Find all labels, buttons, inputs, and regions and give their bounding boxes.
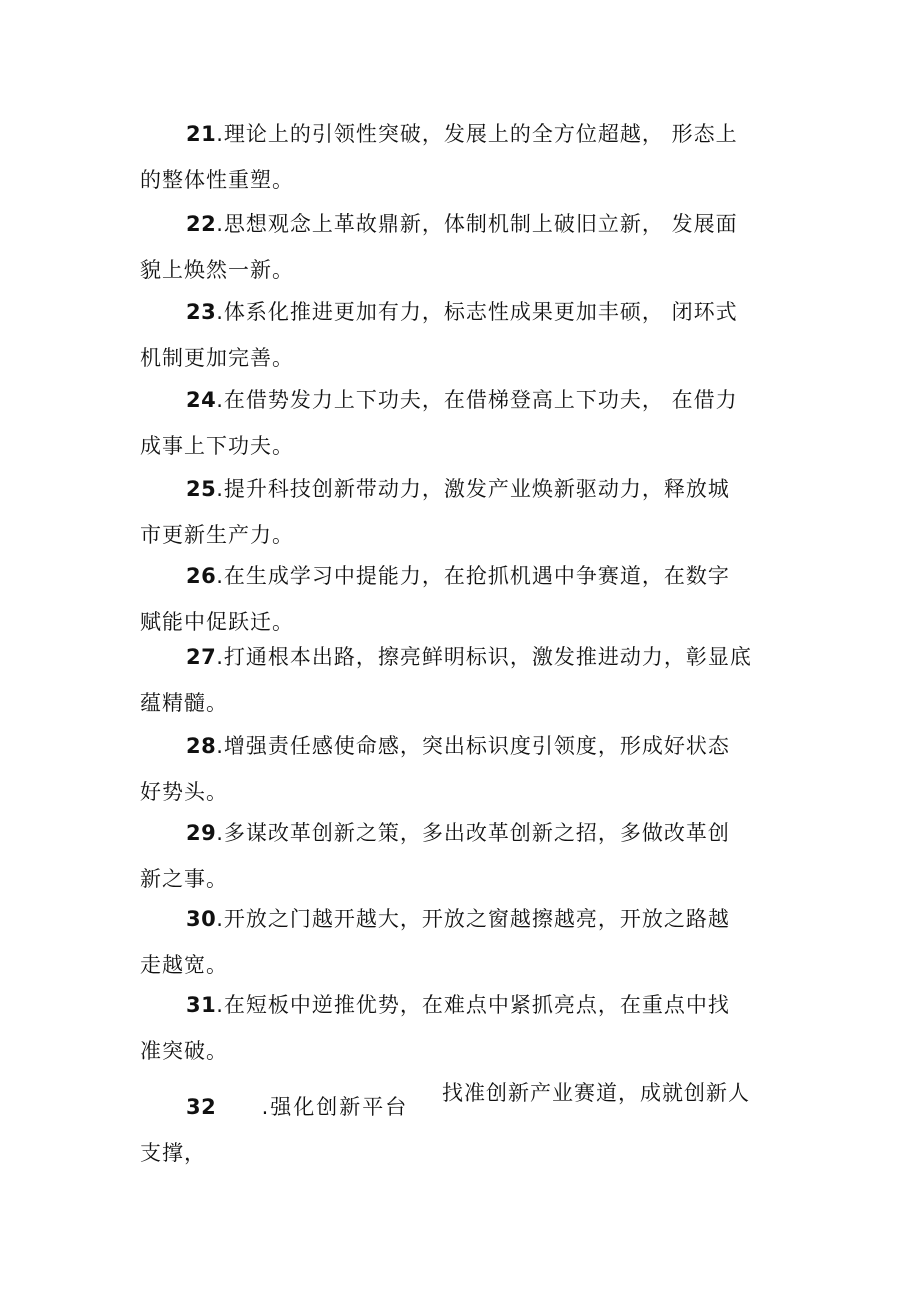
item-text: .多谋改革创新之策，多出改革创新之招，多做改革创 (216, 821, 730, 845)
item-number: 25 (186, 477, 217, 501)
item-number: 26 (186, 564, 217, 588)
item-text-continued: 的整体性重塑。 (140, 168, 294, 192)
item-number: 31 (186, 993, 217, 1017)
item-number: 22 (186, 212, 217, 236)
item-number: 21 (186, 122, 217, 146)
item-number: 23 (186, 300, 217, 324)
item-number: 27 (186, 645, 217, 669)
item-text: .理论上的引领性突破，发展上的全方位超越， 形态上 (216, 122, 738, 146)
item-text-continued: 走越宽。 (140, 953, 228, 977)
item-text: .在短板中逆推优势，在难点中紧抓亮点，在重点中找 (216, 993, 730, 1017)
item-text: .在生成学习中提能力，在抢抓机遇中争赛道，在数字 (216, 564, 730, 588)
item-text-continued: 市更新生产力。 (140, 523, 294, 547)
item-text-continued: 貌上焕然一新。 (140, 258, 294, 282)
item-number: 29 (186, 821, 217, 845)
item-number: 32 (186, 1095, 217, 1119)
item-number: 30 (186, 907, 217, 931)
item-text-continued: 成事上下功夫。 (140, 434, 294, 458)
item-text: .提升科技创新带动力，激发产业焕新驱动力，释放城 (216, 477, 730, 501)
item-text: .思想观念上革故鼎新，体制机制上破旧立新， 发展面 (216, 212, 738, 236)
item-text-continued: 支撑， (140, 1141, 206, 1165)
item-text: .强化创新平台 (261, 1095, 409, 1119)
item-text-continued: 新之事。 (140, 867, 228, 891)
item-text: .打通根本出路，擦亮鲜明标识，激发推进动力，彰显底 (216, 645, 752, 669)
item-number: 24 (186, 388, 217, 412)
item-text: .增强责任感使命感，突出标识度引领度，形成好状态 (216, 734, 730, 758)
item-text: .在借势发力上下功夫，在借梯登高上下功夫， 在借力 (216, 388, 738, 412)
item-number: 28 (186, 734, 217, 758)
item-text-fragment: 找准创新产业赛道，成就创新人 (442, 1081, 750, 1105)
item-text-continued: 机制更加完善。 (140, 346, 294, 370)
item-text-continued: 准突破。 (140, 1039, 228, 1063)
item-text-continued: 赋能中促跃迁。 (140, 610, 294, 634)
item-text-continued: 好势头。 (140, 780, 228, 804)
item-text-continued: 蕴精髓。 (140, 691, 228, 715)
item-text: .体系化推进更加有力，标志性成果更加丰硕， 闭环式 (216, 300, 738, 324)
item-text: .开放之门越开越大，开放之窗越擦越亮，开放之路越 (216, 907, 730, 931)
